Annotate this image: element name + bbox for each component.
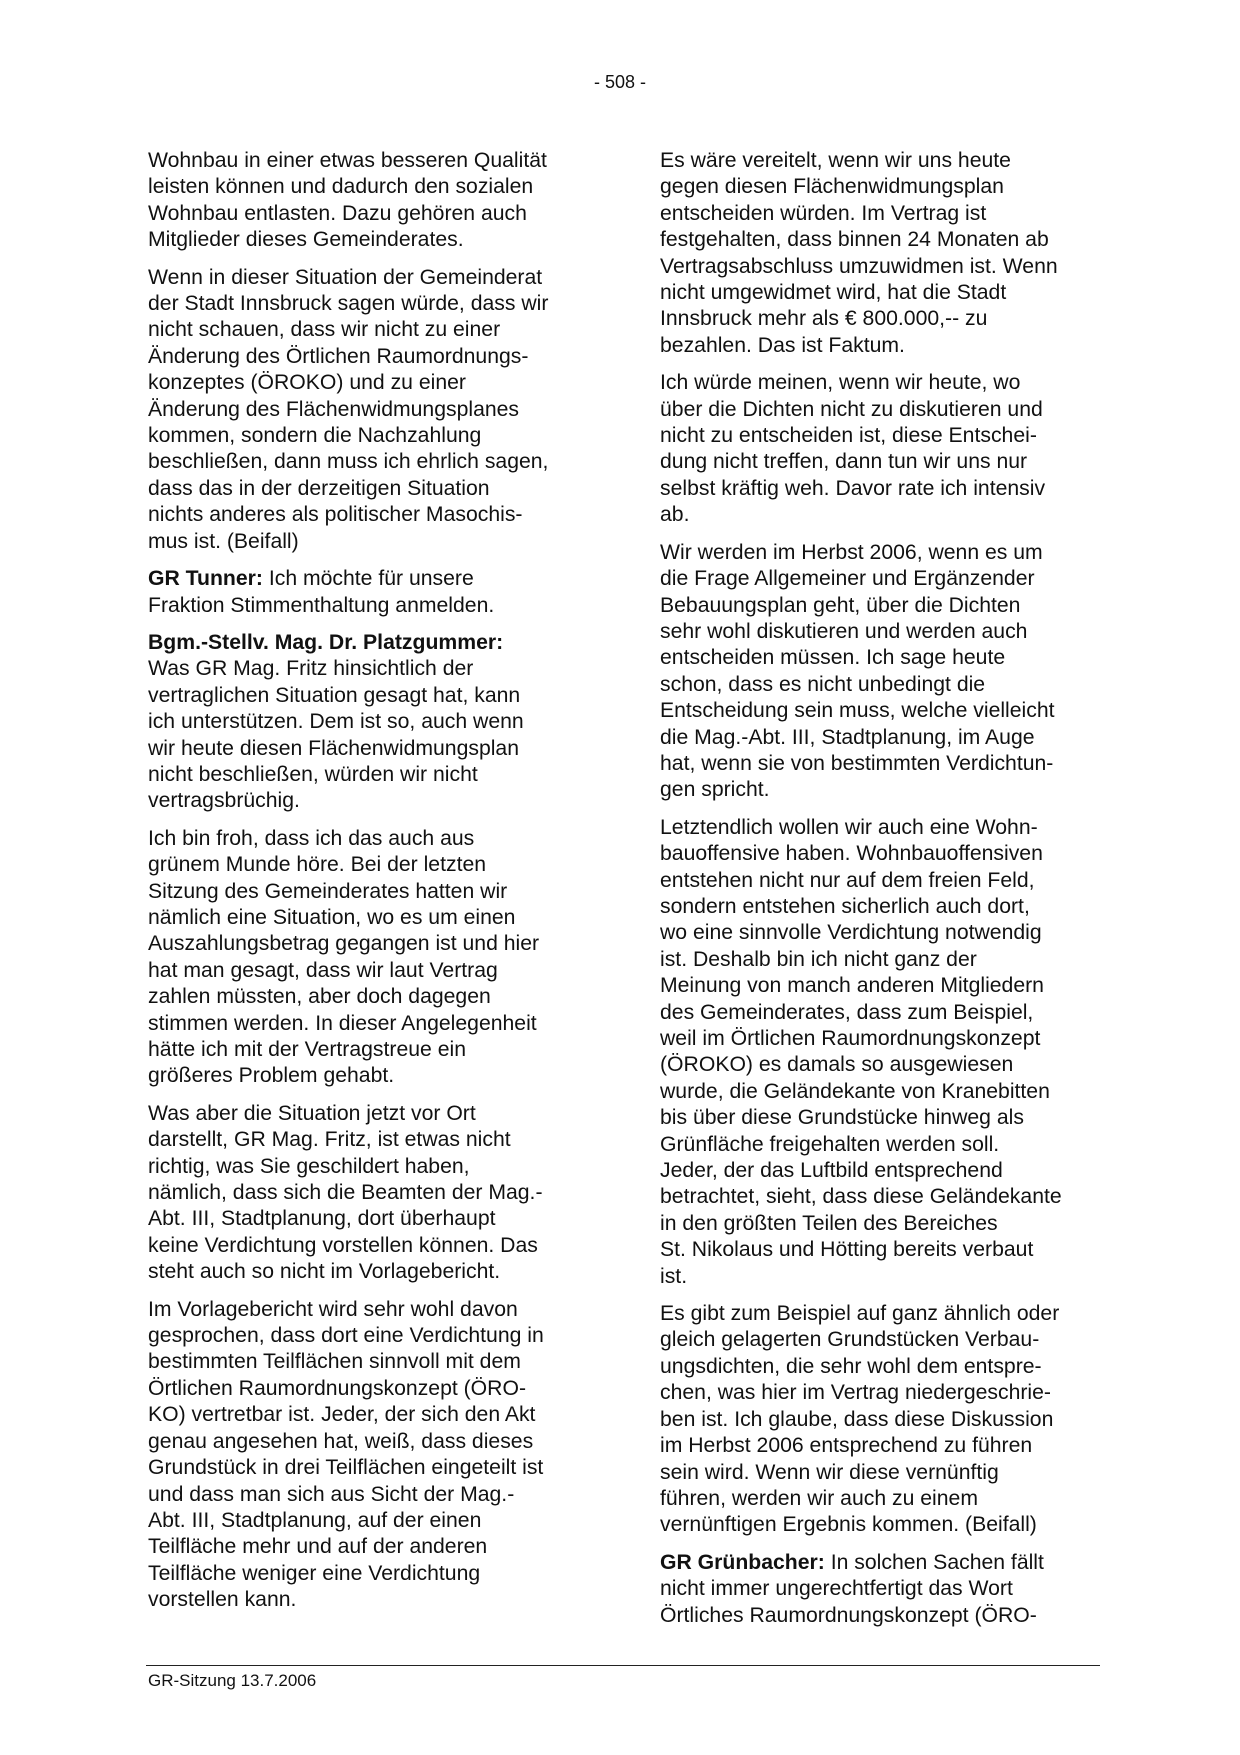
text-line: die Frage Allgemeiner und Ergänzender — [660, 567, 1035, 591]
text-line: keine Verdichtung vorstellen können. Das — [148, 1233, 538, 1257]
right-column — [660, 148, 1102, 1640]
text-line: Meinung von manch anderen Mitgliedern — [660, 974, 1044, 998]
footer-session-date: GR-Sitzung 13.7.2006 — [148, 1671, 317, 1690]
paragraph — [660, 370, 1102, 528]
text-line: führen, werden wir auch zu einem — [660, 1486, 978, 1510]
text-line: wo eine sinnvolle Verdichtung notwendig — [660, 921, 1042, 945]
text-line: dung nicht treffen, dann tun wir uns nur — [660, 450, 1028, 474]
text-line: Fraktion Stimmenthaltung anmelden. — [148, 593, 495, 617]
text-line: Wir werden im Herbst 2006, wenn es um — [660, 540, 1043, 564]
paragraph — [148, 1297, 590, 1614]
text-line: Im Vorlagebericht wird sehr wohl davon — [148, 1297, 518, 1321]
text-line: größeres Problem gehabt. — [148, 1064, 395, 1088]
text-line: Grundstück in drei Teilflächen eingeteilt ist — [148, 1456, 544, 1480]
text-line: Innsbruck mehr als € 800.000,-- zu — [660, 307, 988, 331]
speaker-name: GR Tunner: — [148, 567, 263, 591]
text-line: Ich würde meinen, wenn wir heute, wo — [660, 371, 1021, 395]
text-line: Was aber die Situation jetzt vor Ort — [148, 1101, 476, 1125]
text-line: darstellt, GR Mag. Fritz, ist etwas nicht — [148, 1128, 511, 1152]
text-line: St. Nikolaus und Hötting bereits verbaut — [660, 1238, 1034, 1262]
text-line: nämlich, dass sich die Beamten der Mag.- — [148, 1181, 543, 1205]
text-line: vertraglichen Situation gesagt hat, kann — [148, 683, 521, 707]
text-line: in den größten Teilen des Bereiches — [660, 1211, 998, 1235]
text-line: Es gibt zum Beispiel auf ganz ähnlich oder — [660, 1302, 1060, 1326]
text-line: chen, was hier im Vertrag niedergeschrie- — [660, 1381, 1051, 1405]
text-line: Wenn in dieser Situation der Gemeinderat — [148, 265, 543, 289]
text-line: grünem Munde höre. Bei der letzten — [148, 853, 487, 877]
text-line: konzeptes (ÖROKO) und zu einer — [148, 371, 466, 395]
text-line: Es wäre vereitelt, wenn wir uns heute — [660, 149, 1011, 172]
text-line: hätte ich mit der Vertragstreue ein — [148, 1038, 466, 1061]
text-line: Sitzung des Gemeinderates hatten wir — [148, 879, 508, 903]
paragraph — [660, 1301, 1102, 1539]
paragraph — [148, 148, 590, 254]
text-line: bauoffensive haben. Wohnbauoffensiven — [660, 842, 1043, 866]
text-line: Teilfläche mehr und auf der anderen — [148, 1535, 488, 1559]
text-run: Ich möchte für unsere — [262, 567, 474, 591]
text-line: gesprochen, dass dort eine Verdichtung in — [148, 1324, 544, 1348]
text-line: weil im Örtlichen Raumordnungskonzept — [660, 1027, 1041, 1050]
text-line: Wohnbau entlasten. Dazu gehören auch — [148, 201, 527, 225]
text-line: entscheiden müssen. Ich sage heute — [660, 646, 1006, 670]
text-line: entscheiden würden. Im Vertrag ist — [660, 201, 987, 225]
text-line: kommen, sondern die Nachzahlung — [148, 424, 482, 448]
text-line: ungsdichten, die sehr wohl dem entspre- — [660, 1354, 1042, 1378]
text-line: der Stadt Innsbruck sagen würde, dass wir — [148, 292, 549, 316]
text-line: schon, dass es nicht unbedingt die — [660, 672, 986, 696]
text-line: nicht immer ungerechtfertigt das Wort — [660, 1577, 1013, 1601]
text-line: nicht schauen, dass wir nicht zu einer — [148, 318, 501, 342]
text-line: betrachtet, sieht, dass diese Geländekante — [660, 1185, 1062, 1209]
text-line: im Herbst 2006 entsprechend zu führen — [660, 1434, 1033, 1458]
text-line: gleich gelagerten Grundstücken Verbau- — [660, 1328, 1040, 1352]
text-line: Bebauungsplan geht, über die Dichten — [660, 593, 1021, 617]
paragraph — [660, 1550, 1102, 1629]
paragraph — [148, 265, 590, 555]
text-line: bestimmten Teilflächen sinnvoll mit dem — [148, 1350, 521, 1374]
page-number: - 508 - — [593, 72, 647, 92]
text-line: Wohnbau in einer etwas besseren Qualität — [148, 149, 547, 172]
text-line: Teilfläche weniger eine Verdichtung — [148, 1561, 481, 1585]
text-line: Örtliches Raumordnungskonzept (ÖRO- — [660, 1603, 1037, 1627]
text-line — [148, 630, 590, 656]
text-line: festgehalten, dass binnen 24 Monaten ab — [660, 228, 1049, 252]
text-line: Was GR Mag. Fritz hinsichtlich der — [148, 657, 474, 681]
text-line: sondern entstehen sicherlich auch dort, — [660, 894, 1030, 918]
speaker-name: Bgm.-Stellv. Mag. Dr. Platzgummer: — [148, 630, 504, 654]
text-line: Grünfläche freigehalten werden soll. — [660, 1132, 1000, 1156]
text-line: nicht umgewidmet wird, hat die Stadt — [660, 281, 1007, 305]
text-line: nämlich eine Situation, wo es um einen — [148, 905, 516, 929]
text-line: ab. — [660, 503, 690, 527]
text-line: steht auch so nicht im Vorlagebericht. — [148, 1260, 501, 1284]
text-line: dass das in der derzeitigen Situation — [148, 476, 490, 500]
text-line: beschließen, dann muss ich ehrlich sagen, — [148, 450, 549, 474]
text-line: Änderung des Örtlichen Raumordnungs- — [148, 344, 529, 368]
text-line: bis über diese Grundstücke hinweg als — [660, 1106, 1024, 1130]
text-line: Auszahlungsbetrag gegangen ist und hier — [148, 932, 540, 956]
text-line: sein wird. Wenn wir diese vernünftig — [660, 1460, 999, 1484]
paragraph — [660, 540, 1102, 804]
paragraph — [148, 630, 590, 815]
text-line: nicht zu entscheiden ist, diese Entschei- — [660, 424, 1037, 448]
text-line: (ÖROKO) es damals so ausgewiesen — [660, 1053, 1014, 1077]
text-line: mus ist. (Beifall) — [148, 529, 299, 553]
paragraph — [660, 148, 1102, 359]
paragraph — [148, 826, 590, 1090]
left-column — [148, 148, 590, 1625]
text-line: stimmen werden. In dieser Angelegenheit — [148, 1011, 537, 1035]
text-line: nichts anderes als politischer Masochis- — [148, 503, 523, 527]
text-line: selbst kräftig weh. Davor rate ich intensiv — [660, 476, 1046, 500]
text-line: gegen diesen Flächenwidmungsplan — [660, 175, 1004, 199]
paragraph — [148, 1101, 590, 1286]
text-line: vertragsbrüchig. — [148, 789, 300, 813]
text-line: bezahlen. Das ist Faktum. — [660, 333, 905, 357]
text-line: Jeder, der das Luftbild entsprechend — [660, 1159, 1003, 1183]
text-line: hat, wenn sie von bestimmten Verdichtun- — [660, 751, 1054, 775]
text-line — [660, 1550, 1102, 1576]
text-line: genau angesehen hat, weiß, dass dieses — [148, 1429, 534, 1453]
text-line: wurde, die Geländekante von Kranebitten — [660, 1079, 1050, 1103]
footer-divider — [146, 1665, 1100, 1666]
text-line: Mitglieder dieses Gemeinderates. — [148, 228, 464, 252]
text-line: ist. — [660, 1264, 688, 1288]
text-line: ben ist. Ich glaube, dass diese Diskussion — [660, 1407, 1054, 1431]
text-line: nicht beschließen, würden wir nicht — [148, 762, 478, 786]
text-line: die Mag.-Abt. III, Stadtplanung, im Auge — [660, 725, 1035, 749]
text-line: richtig, was Sie geschildert haben, — [148, 1154, 470, 1178]
text-line: und dass man sich aus Sicht der Mag.- — [148, 1482, 515, 1506]
text-line: Änderung des Flächenwidmungsplanes — [148, 397, 520, 421]
text-line: leisten können und dadurch den sozialen — [148, 175, 534, 199]
text-line: Abt. III, Stadtplanung, auf der einen — [148, 1508, 482, 1532]
text-line: über die Dichten nicht zu diskutieren und — [660, 397, 1043, 421]
text-line: vorstellen kann. — [148, 1588, 297, 1612]
text-line: wir heute diesen Flächenwidmungsplan — [148, 736, 519, 760]
text-line: entstehen nicht nur auf dem freien Feld, — [660, 868, 1035, 892]
text-line: Vertragsabschluss umzuwidmen ist. Wenn — [660, 254, 1058, 278]
text-line: ist. Deshalb bin ich nicht ganz der — [660, 947, 977, 971]
text-line: KO) vertretbar ist. Jeder, der sich den Akt — [148, 1403, 536, 1427]
text-line: Letztendlich wollen wir auch eine Wohn- — [660, 815, 1038, 839]
text-line: hat man gesagt, dass wir laut Vertrag — [148, 958, 498, 982]
text-line: gen spricht. — [660, 778, 770, 802]
text-line: Abt. III, Stadtplanung, dort überhaupt — [148, 1207, 496, 1231]
text-line: Örtlichen Raumordnungskonzept (ÖRO- — [148, 1376, 527, 1400]
text-line — [148, 566, 590, 592]
text-line: des Gemeinderates, dass zum Beispiel, — [660, 1000, 1034, 1024]
text-line: Ich bin froh, dass ich das auch aus — [148, 826, 475, 850]
text-line: ich unterstützen. Dem ist so, auch wenn — [148, 710, 524, 734]
text-line: zahlen müssten, aber doch dagegen — [148, 985, 491, 1009]
speaker-name: GR Grünbacher: — [660, 1550, 825, 1574]
text-run: In solchen Sachen fällt — [824, 1550, 1044, 1574]
text-line: sehr wohl diskutieren und werden auch — [660, 619, 1028, 643]
paragraph — [660, 815, 1102, 1290]
paragraph — [148, 566, 590, 619]
text-line: Entscheidung sein muss, welche vielleicht — [660, 699, 1055, 723]
text-line: vernünftigen Ergebnis kommen. (Beifall) — [660, 1513, 1037, 1537]
